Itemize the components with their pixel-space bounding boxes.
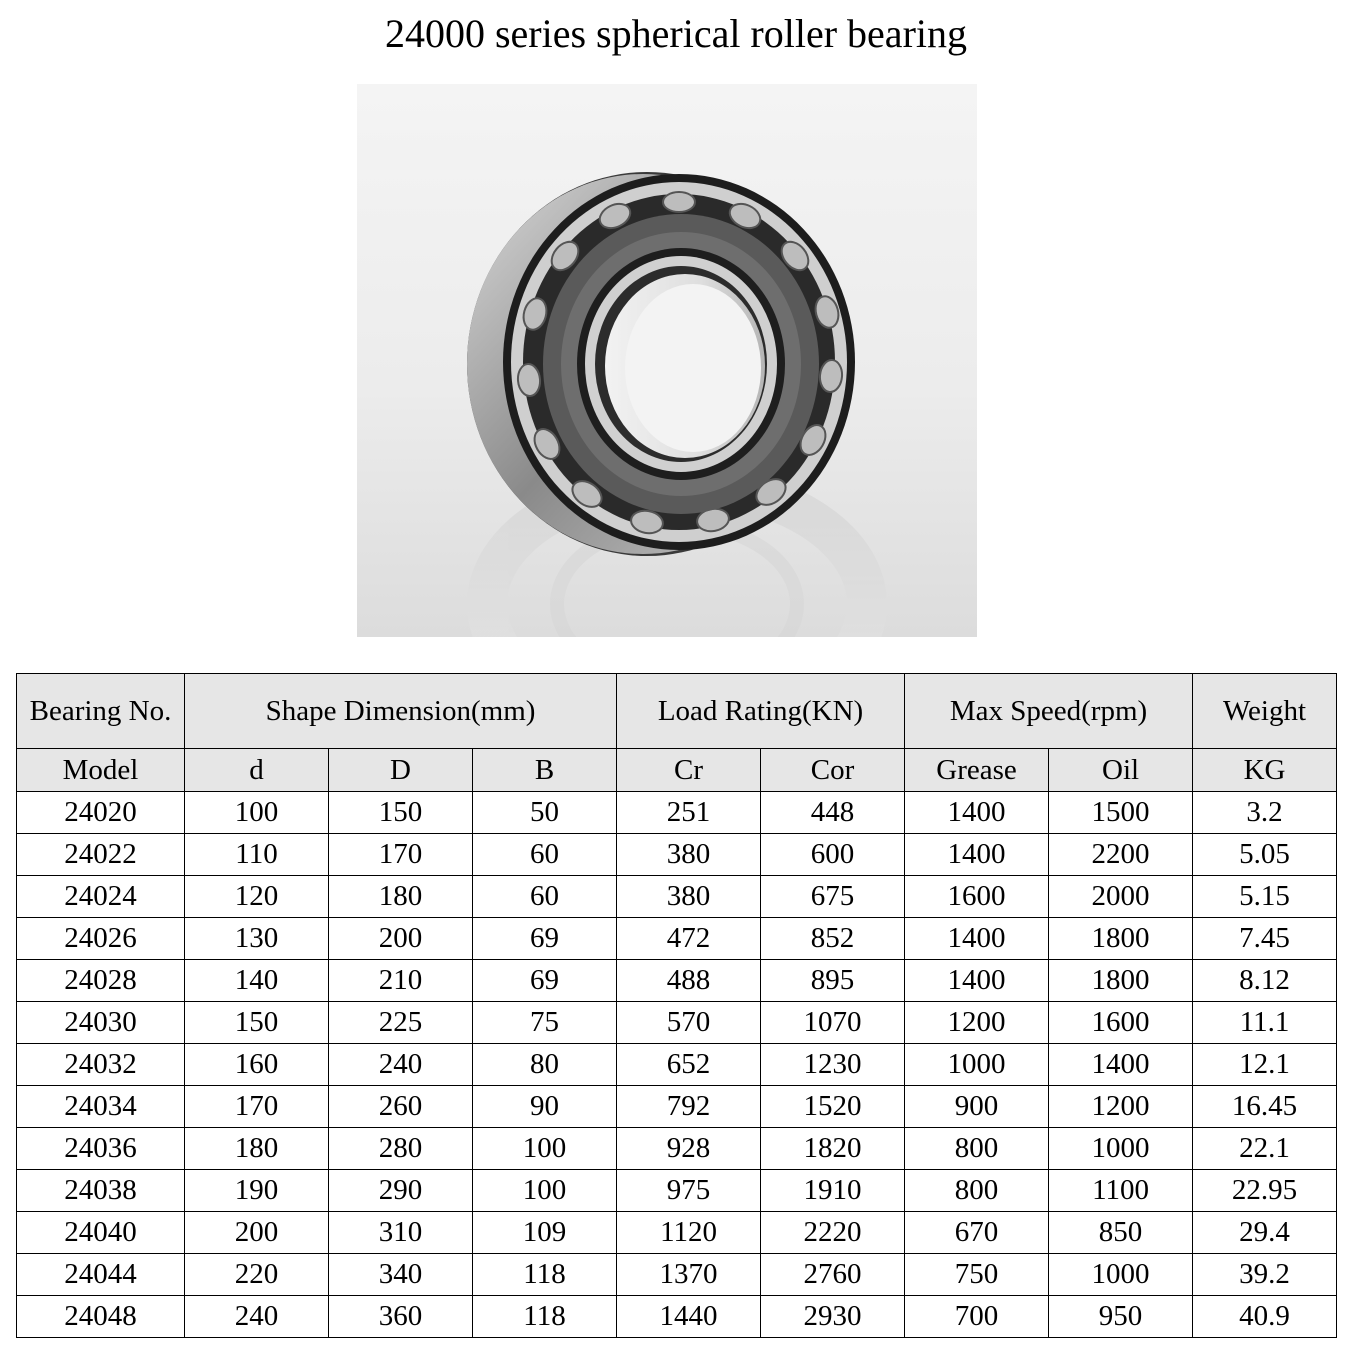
table-row [17,834,1337,876]
cell-B: 100 [473,1170,617,1212]
cell-D: 200 [329,918,473,960]
cell-cor: 675 [761,876,905,918]
cell-kg: 16.45 [1193,1086,1337,1128]
cell-model: 24040 [17,1212,185,1254]
header-bearing-no: Bearing No. [17,674,185,749]
cell-D: 170 [329,834,473,876]
table-row [17,1170,1337,1212]
cell-d: 120 [185,876,329,918]
cell-d: 240 [185,1296,329,1338]
cell-model: 24024 [17,876,185,918]
cell-B: 69 [473,960,617,1002]
subheader-kg: KG [1193,749,1337,792]
cell-cr: 380 [617,876,761,918]
page-title: 24000 series spherical roller bearing [384,11,967,56]
cell-grease: 1400 [905,792,1049,834]
cell-kg: 39.2 [1193,1254,1337,1296]
cell-grease: 1200 [905,1002,1049,1044]
cell-d: 150 [185,1002,329,1044]
cell-cr: 975 [617,1170,761,1212]
cell-oil: 1800 [1049,918,1193,960]
cell-B: 50 [473,792,617,834]
subheader-oil: Oil [1049,749,1193,792]
group-header-row [17,674,1337,749]
cell-kg: 5.05 [1193,834,1337,876]
cell-cor: 852 [761,918,905,960]
cell-model: 24032 [17,1044,185,1086]
cell-kg: 7.45 [1193,918,1337,960]
cell-D: 260 [329,1086,473,1128]
header-load-rating: Load Rating(KN) [617,674,905,749]
cell-grease: 900 [905,1086,1049,1128]
subheader-cor: Cor [761,749,905,792]
table-row [17,1212,1337,1254]
cell-model: 24044 [17,1254,185,1296]
cell-cr: 792 [617,1086,761,1128]
cell-cr: 1370 [617,1254,761,1296]
cell-d: 100 [185,792,329,834]
cell-cor: 2930 [761,1296,905,1338]
cell-kg: 11.1 [1193,1002,1337,1044]
cell-D: 280 [329,1128,473,1170]
cell-cor: 1910 [761,1170,905,1212]
cell-oil: 1400 [1049,1044,1193,1086]
subheader-grease: Grease [905,749,1049,792]
cell-oil: 2200 [1049,834,1193,876]
cell-grease: 1600 [905,876,1049,918]
cell-B: 109 [473,1212,617,1254]
cell-model: 24026 [17,918,185,960]
cell-model: 24028 [17,960,185,1002]
cell-oil: 1200 [1049,1086,1193,1128]
header-shape-dimension: Shape Dimension(mm) [185,674,617,749]
cell-oil: 1800 [1049,960,1193,1002]
cell-oil: 1600 [1049,1002,1193,1044]
cell-grease: 670 [905,1212,1049,1254]
cell-d: 180 [185,1128,329,1170]
cell-B: 90 [473,1086,617,1128]
cell-model: 24034 [17,1086,185,1128]
table-row [17,876,1337,918]
cell-oil: 1500 [1049,792,1193,834]
cell-oil: 1100 [1049,1170,1193,1212]
cell-d: 220 [185,1254,329,1296]
cell-oil: 1000 [1049,1254,1193,1296]
cell-cor: 448 [761,792,905,834]
cell-cor: 1520 [761,1086,905,1128]
cell-B: 60 [473,834,617,876]
cell-D: 180 [329,876,473,918]
bearing-photo [357,84,977,637]
cell-cr: 488 [617,960,761,1002]
cell-kg: 40.9 [1193,1296,1337,1338]
cell-D: 210 [329,960,473,1002]
table-row [17,960,1337,1002]
cell-model: 24048 [17,1296,185,1338]
cell-model: 24030 [17,1002,185,1044]
cell-oil: 850 [1049,1212,1193,1254]
cell-cor: 2220 [761,1212,905,1254]
cell-d: 190 [185,1170,329,1212]
subheader-D: D [329,749,473,792]
cell-model: 24022 [17,834,185,876]
cell-D: 310 [329,1212,473,1254]
table-row [17,1044,1337,1086]
table-row [17,1086,1337,1128]
cell-cr: 570 [617,1002,761,1044]
cell-cr: 652 [617,1044,761,1086]
cell-D: 290 [329,1170,473,1212]
table-row [17,792,1337,834]
table-row [17,918,1337,960]
bearing-spec-table [16,673,1337,1338]
cell-B: 80 [473,1044,617,1086]
subheader-d: d [185,749,329,792]
cell-kg: 5.15 [1193,876,1337,918]
cell-cr: 1440 [617,1296,761,1338]
cell-grease: 750 [905,1254,1049,1296]
cell-D: 340 [329,1254,473,1296]
table-row [17,1002,1337,1044]
cell-kg: 22.1 [1193,1128,1337,1170]
cell-d: 170 [185,1086,329,1128]
cell-cr: 1120 [617,1212,761,1254]
cell-d: 130 [185,918,329,960]
cell-B: 69 [473,918,617,960]
cell-B: 118 [473,1254,617,1296]
cell-kg: 8.12 [1193,960,1337,1002]
cell-D: 225 [329,1002,473,1044]
cell-d: 200 [185,1212,329,1254]
cell-cor: 1070 [761,1002,905,1044]
cell-cr: 472 [617,918,761,960]
cell-kg: 3.2 [1193,792,1337,834]
cell-oil: 2000 [1049,876,1193,918]
cell-grease: 700 [905,1296,1049,1338]
cell-B: 75 [473,1002,617,1044]
cell-cr: 251 [617,792,761,834]
cell-D: 150 [329,792,473,834]
cell-B: 100 [473,1128,617,1170]
table-row [17,1128,1337,1170]
cell-oil: 1000 [1049,1128,1193,1170]
cell-B: 60 [473,876,617,918]
cell-d: 140 [185,960,329,1002]
cell-cor: 2760 [761,1254,905,1296]
header-weight: Weight [1193,674,1337,749]
cell-grease: 1400 [905,960,1049,1002]
cell-cor: 1230 [761,1044,905,1086]
cell-kg: 22.95 [1193,1170,1337,1212]
cell-model: 24036 [17,1128,185,1170]
cell-grease: 1400 [905,834,1049,876]
subheader-cr: Cr [617,749,761,792]
cell-cr: 928 [617,1128,761,1170]
table-row [17,1254,1337,1296]
cell-cor: 1820 [761,1128,905,1170]
cell-model: 24020 [17,792,185,834]
sub-header-row [17,749,1337,792]
cell-D: 240 [329,1044,473,1086]
subheader-B: B [473,749,617,792]
cell-grease: 1400 [905,918,1049,960]
cell-grease: 1000 [905,1044,1049,1086]
cell-d: 110 [185,834,329,876]
cell-B: 118 [473,1296,617,1338]
cell-cr: 380 [617,834,761,876]
cell-model: 24038 [17,1170,185,1212]
cell-grease: 800 [905,1170,1049,1212]
cell-grease: 800 [905,1128,1049,1170]
subheader-model: Model [17,749,185,792]
cell-cor: 600 [761,834,905,876]
cell-kg: 29.4 [1193,1212,1337,1254]
table-row [17,1296,1337,1338]
cell-D: 360 [329,1296,473,1338]
cell-kg: 12.1 [1193,1044,1337,1086]
cell-cor: 895 [761,960,905,1002]
cell-oil: 950 [1049,1296,1193,1338]
header-max-speed: Max Speed(rpm) [905,674,1193,749]
cell-d: 160 [185,1044,329,1086]
